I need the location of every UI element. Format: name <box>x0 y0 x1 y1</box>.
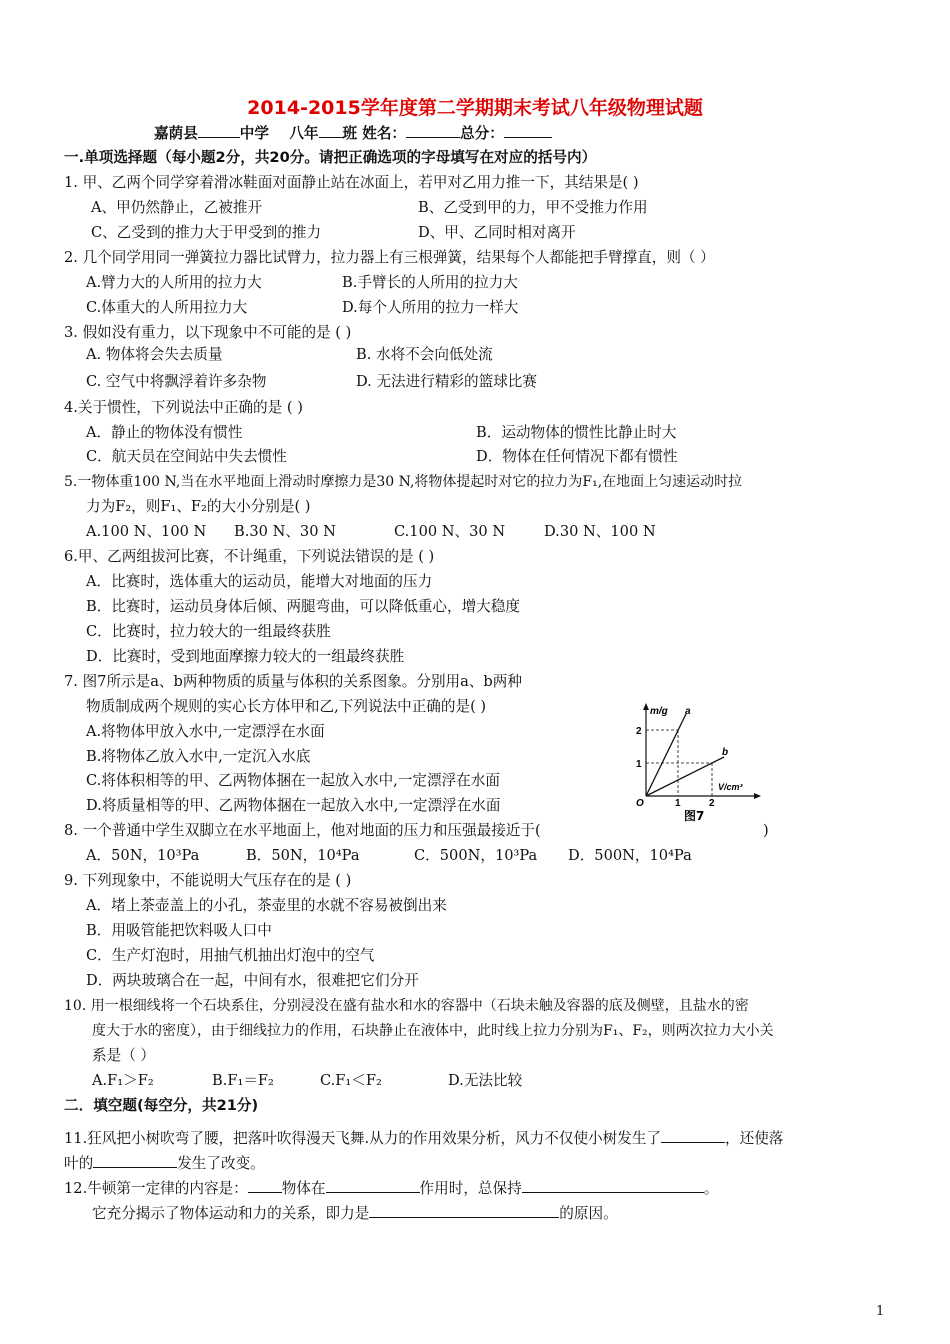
x-tick-1: 1 <box>675 798 681 809</box>
q12-blank-1[interactable] <box>248 1178 282 1193</box>
name-blank <box>406 123 460 138</box>
q9-stem: 9. 下列现象中，不能说明大气压存在的是 ( ) <box>64 872 352 889</box>
q11-text-2: ，还使落 <box>725 1130 784 1147</box>
q9-option-a: A．堵上茶壶盖上的小孔，茶壶里的水就不容易被倒出来 <box>86 897 447 914</box>
x-axis-arrow <box>754 793 761 799</box>
q10-stem-continued: 度大于水的密度），由于细线拉力的作用，石块静止在液体中，此时线上拉力分别为F₁、F₂，则两次拉力大小关 <box>92 1023 774 1039</box>
q8-option-d: D．500N，10⁴Pa <box>568 847 692 864</box>
q11-text-1: 11.狂风把小树吹弯了腰，把落叶吹得漫天飞舞.从力的作用效果分析，风力不仅使小树发生了 <box>64 1130 662 1147</box>
q4-option-b: B．运动物体的惯性比静止时大 <box>476 424 677 441</box>
score-blank <box>504 123 552 138</box>
class-label: 班 <box>342 125 358 142</box>
q8-option-c: C．500N，10³Pa <box>414 847 538 864</box>
q6-option-d: D．比赛时，受到地面摩擦力较大的一组最终获胜 <box>86 648 405 665</box>
q9-option-b: B．用吸管能把饮料吸人口中 <box>86 922 272 939</box>
school-label: 中学 <box>239 125 269 142</box>
q11-line1 <box>64 1128 783 1149</box>
q5-stem-continued: 力为F₂，则F₁、F₂的大小分别是( ) <box>86 498 311 515</box>
q4-option-a: A．静止的物体没有惯性 <box>86 424 243 441</box>
q12-text-2: 物体在 <box>281 1180 326 1197</box>
grade-label: 八年 <box>289 125 319 142</box>
section1-heading: 一.单项选择题（每小题2分，共20分。请把正确选项的字母填写在对应的括号内） <box>64 149 597 166</box>
q11-blank-1[interactable] <box>661 1128 725 1143</box>
x-axis-label: V/cm³ <box>718 782 743 792</box>
q12-text-1: 12.牛顿第一定律的内容是： <box>64 1180 248 1197</box>
page-number: 1 <box>876 1304 885 1319</box>
county-label: 嘉荫县 <box>154 125 198 142</box>
q2-option-b: B.手臂长的人所用的拉力大 <box>342 274 518 291</box>
q12-blank-4[interactable] <box>369 1203 559 1218</box>
line-b-label: b <box>722 747 729 758</box>
q1-option-d: D、甲、乙同时相对离开 <box>418 224 576 241</box>
q2-option-d: D.每个人所用的拉力一样大 <box>342 299 519 316</box>
q11-text-3: 叶的 <box>64 1155 94 1172</box>
q11-blank-2[interactable] <box>93 1153 177 1168</box>
y-axis-arrow <box>643 703 649 710</box>
figure-caption: 图7 <box>684 809 705 823</box>
q5-option-a: A.100 N、100 N <box>86 523 207 540</box>
q4-option-d: D．物体在任何情况下都有惯性 <box>476 448 678 465</box>
q3-option-d: D. 无法进行精彩的篮球比赛 <box>356 373 537 390</box>
q12-text-3: 作用时，总保持 <box>419 1180 522 1197</box>
y-tick-1: 1 <box>636 759 642 770</box>
q1-option-c: C、乙受到的推力大于甲受到的推力 <box>91 224 322 241</box>
q4-stem: 4.关于惯性，下列说法中正确的是 ( ) <box>64 399 303 416</box>
q10-stem: 10. 用一根细线将一个石块系住，分别浸没在盛有盐水和水的容器中（石块未触及容器的底及侧壁，且盐水的密 <box>64 998 749 1014</box>
student-info-line <box>154 123 552 144</box>
q12-text-5: 它充分揭示了物体运动和力的关系，即力是 <box>92 1205 370 1222</box>
q4-option-c: C．航天员在空间站中失去惯性 <box>86 448 287 465</box>
q2-option-c: C.体重大的人所用拉力大 <box>86 299 248 316</box>
q6-option-a: A．比赛时，选体重大的运动员，能增大对地面的压力 <box>86 573 433 590</box>
q12-blank-2[interactable] <box>326 1178 420 1193</box>
q6-option-c: C．比赛时，拉力较大的一组最终获胜 <box>86 623 331 640</box>
q10-stem-end: 系是（ ） <box>92 1047 156 1064</box>
q12-line2 <box>92 1203 618 1224</box>
school-blank <box>198 123 240 138</box>
q3-option-b: B. 水将不会向低处流 <box>356 346 493 363</box>
q11-text-4: 发生了改变。 <box>177 1155 265 1172</box>
name-label: 姓名： <box>362 125 407 142</box>
q5-option-b: B.30 N、30 N <box>234 523 336 540</box>
q8-option-a: A．50N，10³Pa <box>86 847 200 864</box>
q12-text-6: 的原因。 <box>559 1205 618 1222</box>
q10-option-c: C.F₁＜F₂ <box>320 1072 382 1089</box>
exam-title: 2014-2015学年度第二学期期末考试八年级物理试题 <box>247 97 703 119</box>
q10-option-a: A.F₁＞F₂ <box>92 1072 154 1089</box>
q1-option-b: B、乙受到甲的力，甲不受推力作用 <box>418 199 648 216</box>
score-label: 总分： <box>460 125 504 142</box>
q7-option-b: B.将物体乙放入水中,一定沉入水底 <box>86 748 311 765</box>
q7-option-d: D.将质量相等的甲、乙两物体捆在一起放入水中,一定漂浮在水面 <box>86 797 501 814</box>
q7-stem: 7. 图7所示是a、b两种物质的质量与体积的关系图象。分别用a、b两种 <box>64 673 522 690</box>
y-tick-2: 2 <box>636 726 642 737</box>
q12-blank-3[interactable] <box>522 1178 704 1193</box>
q10-option-d: D.无法比较 <box>448 1072 523 1089</box>
origin-label: O <box>636 798 644 809</box>
q8-stem: 8. 一个普通中学生双脚立在水平地面上，他对地面的压力和压强最接近于( <box>64 822 541 839</box>
q2-stem: 2. 几个同学用同一弹簧拉力器比试臂力，拉力器上有三根弹簧，结果每个人都能把手臂撑直，则（ ） <box>64 249 715 266</box>
line-a <box>646 714 686 796</box>
q8-option-b: B．50N，10⁴Pa <box>246 847 360 864</box>
q3-option-a: A. 物体将会失去质量 <box>86 346 223 363</box>
q6-option-b: B．比赛时，运动员身体后倾、两腿弯曲，可以降低重心，增大稳度 <box>86 598 520 615</box>
line-a-label: a <box>685 706 691 717</box>
q6-stem: 6.甲、乙两组拔河比赛，不计绳重，下列说法错误的是 ( ) <box>64 548 435 565</box>
q9-option-d: D．两块玻璃合在一起，中间有水，很难把它们分开 <box>86 972 419 989</box>
q7-stem-continued: 物质制成两个规则的实心长方体甲和乙,下列说法中正确的是( ) <box>86 698 487 715</box>
q8-stem-close: ) <box>763 822 769 839</box>
class-blank <box>319 123 343 138</box>
q5-stem: 5.一物体重100 N,当在水平地面上滑动时摩擦力是30 N,将物体提起时对它的拉力为F₁,在地面上匀速运动时拉 <box>64 474 743 490</box>
q1-stem: 1. 甲、乙两个同学穿着滑冰鞋面对面静止站在冰面上，若甲对乙用力推一下，其结果是( ) <box>64 174 639 191</box>
section2-heading: 二．填空题(每空分，共21分) <box>64 1097 259 1114</box>
y-axis-label: m/g <box>650 706 668 717</box>
q12-text-4: 。 <box>703 1180 719 1197</box>
x-tick-2: 2 <box>709 798 715 809</box>
q3-option-c: C. 空气中将飘浮着许多杂物 <box>86 373 267 390</box>
q3-stem: 3. 假如没有重力，以下现象中不可能的是 ( ) <box>64 324 352 341</box>
q1-option-a: A、甲仍然静止，乙被推开 <box>91 199 263 216</box>
q2-option-a: A.臂力大的人所用的拉力大 <box>86 274 262 291</box>
figure-7-mass-volume-graph <box>632 700 762 824</box>
q10-option-b: B.F₁＝F₂ <box>212 1072 274 1089</box>
q9-option-c: C．生产灯泡时，用抽气机抽出灯泡中的空气 <box>86 947 375 964</box>
q7-option-c: C.将体积相等的甲、乙两物体捆在一起放入水中,一定漂浮在水面 <box>86 772 500 789</box>
q5-option-d: D.30 N、100 N <box>544 523 656 540</box>
q11-line2 <box>64 1153 265 1174</box>
q5-option-c: C.100 N、30 N <box>394 523 506 540</box>
q7-option-a: A.将物体甲放入水中,一定漂浮在水面 <box>86 723 325 740</box>
q12-line1 <box>64 1178 718 1199</box>
